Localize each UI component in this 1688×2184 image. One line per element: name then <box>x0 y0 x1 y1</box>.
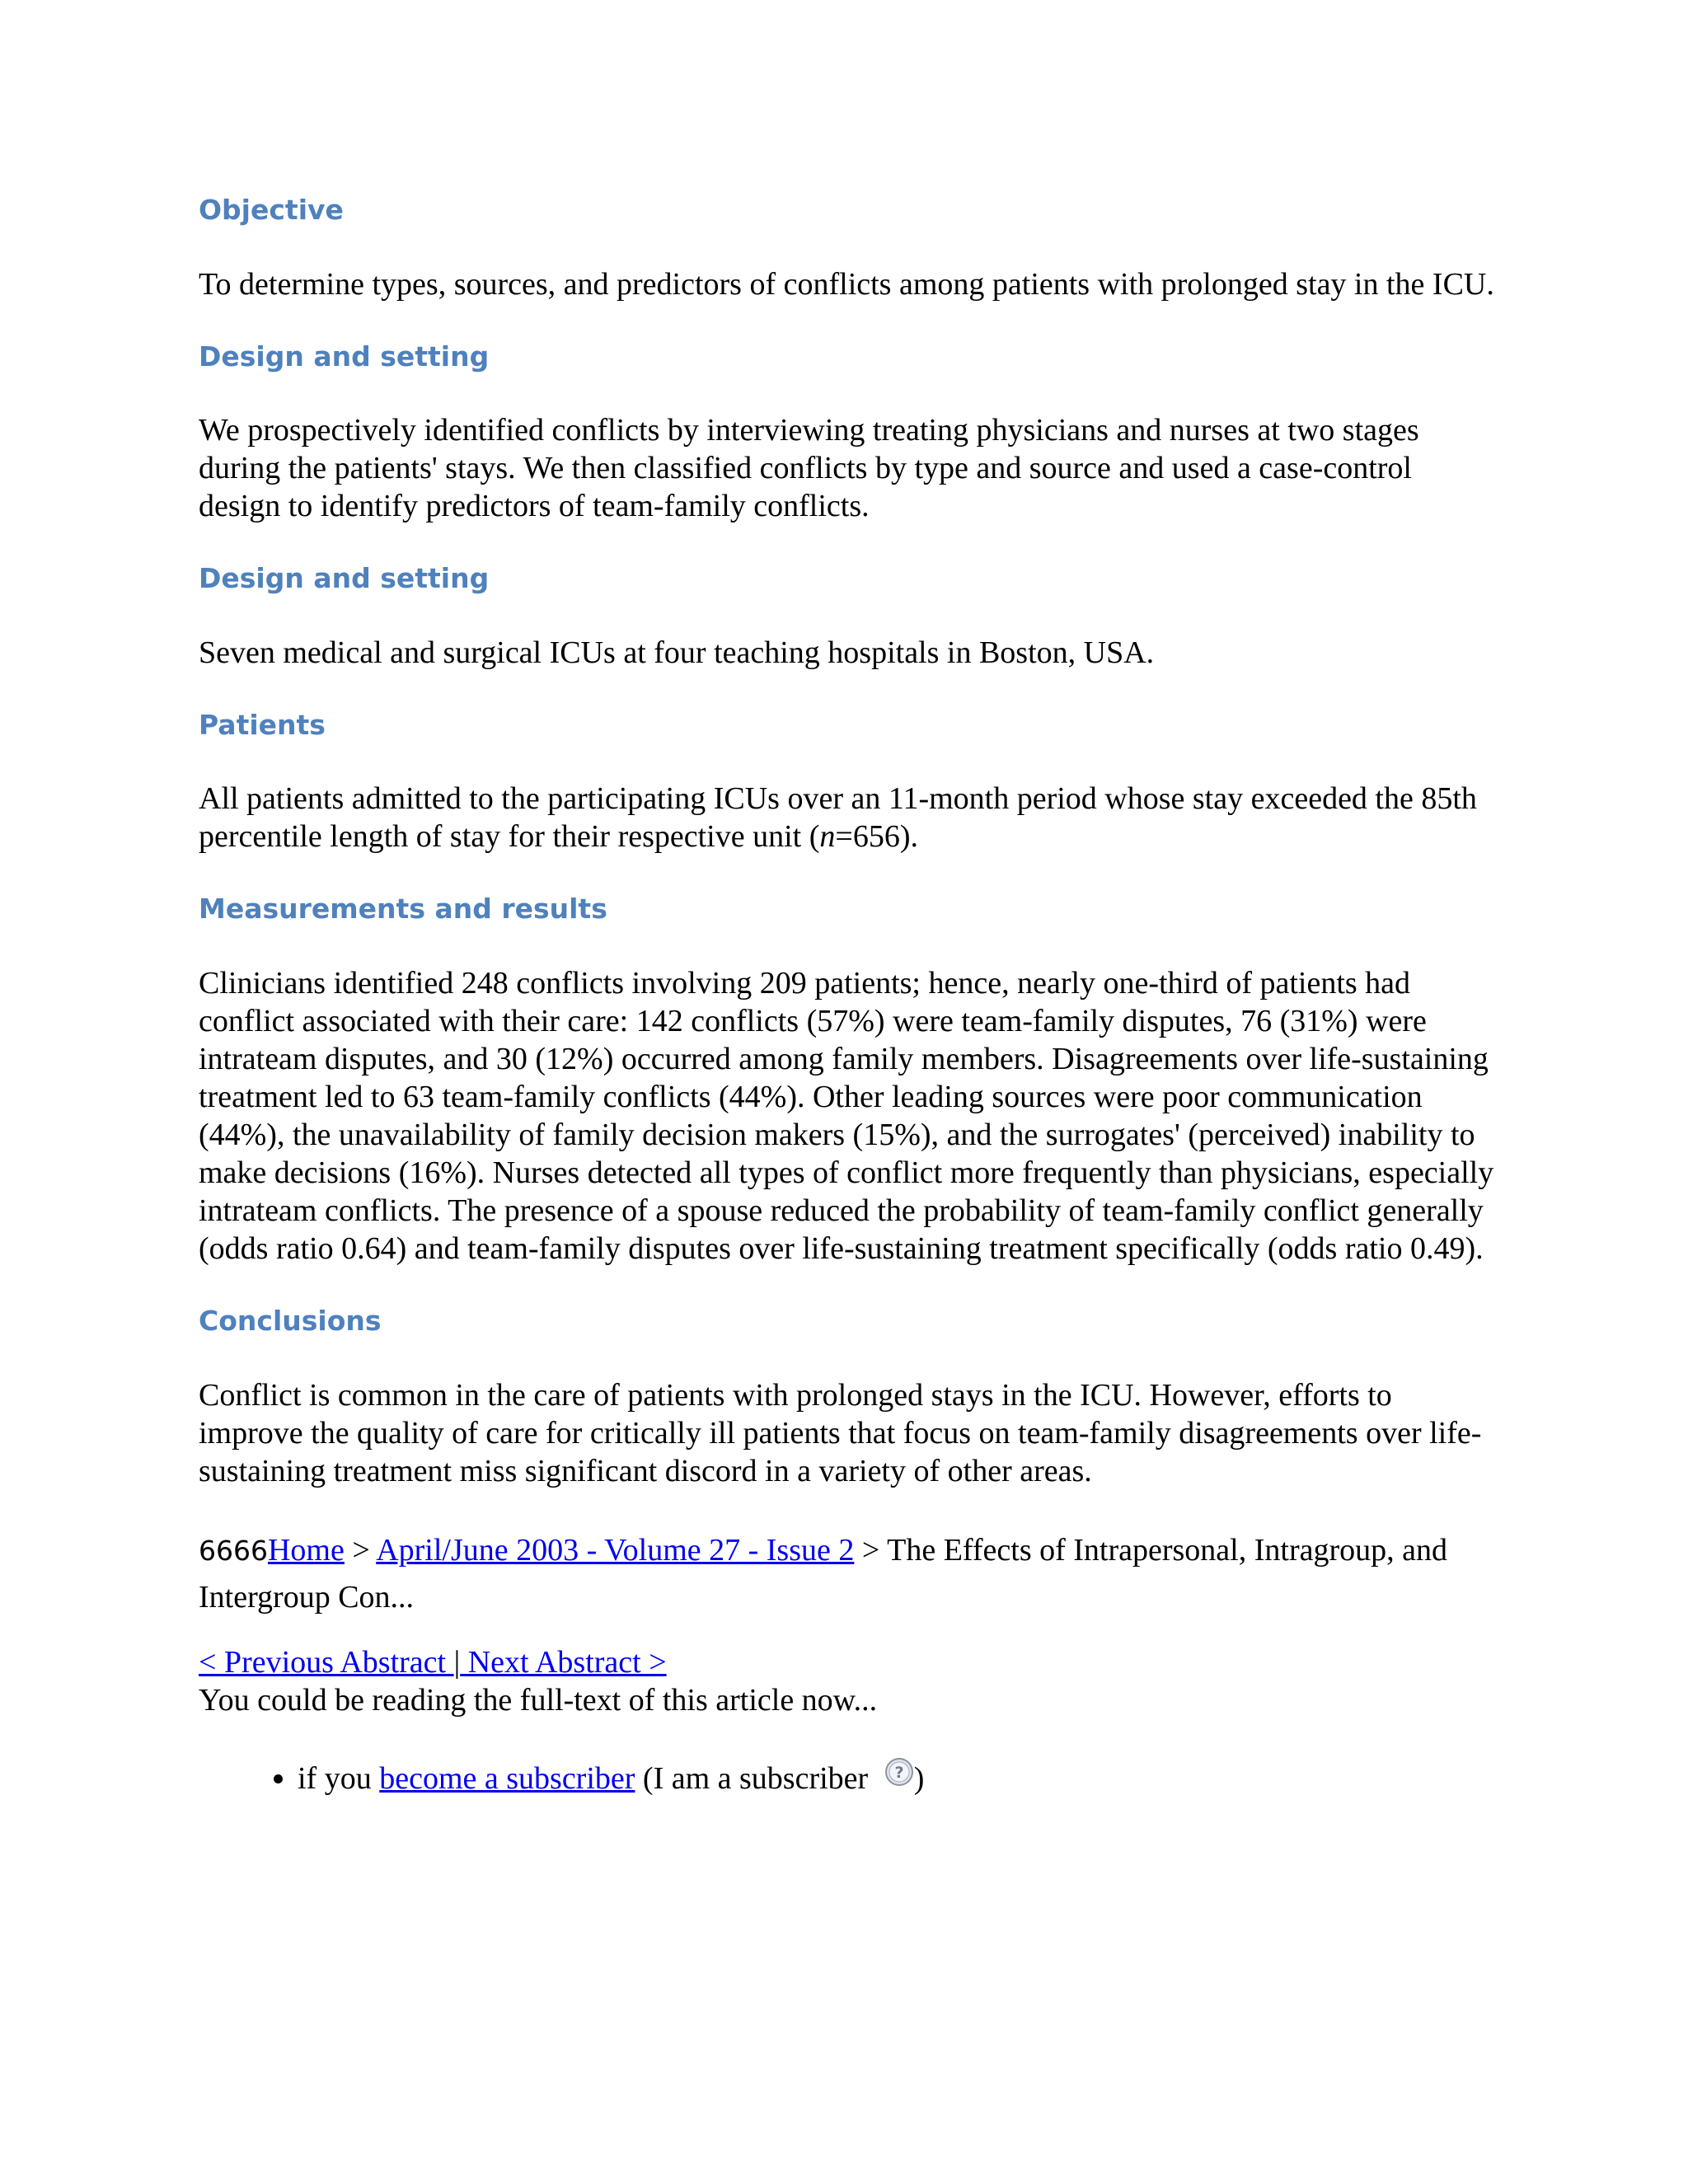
section-patients <box>199 709 1501 856</box>
section-text: To determine types, sources, and predictors of conflicts among patients with prolonged stay in the ICU. <box>199 266 1494 302</box>
section-text: Seven medical and surgical ICUs at four teaching hospitals in Boston, USA. <box>199 635 1155 670</box>
section-heading: Conclusions <box>199 1304 382 1337</box>
become-subscriber-link[interactable]: become a subscriber <box>379 1760 635 1796</box>
section-conclusions <box>199 1305 1501 1490</box>
section-text <box>199 780 1501 855</box>
question-help-icon[interactable] <box>884 1757 914 1796</box>
list-item <box>298 1757 1501 1797</box>
nav-divider: | <box>453 1644 461 1680</box>
abstract-navigation <box>199 1643 1501 1681</box>
section-heading: Design and setting <box>199 562 490 595</box>
breadcrumb-current: The Effects of Intrapersonal, Intragroup, and Intergroup Con... <box>199 1532 1447 1615</box>
reading-note: You could be reading the full-text of this article now... <box>199 1682 878 1718</box>
subscription-list <box>199 1757 1501 1797</box>
subscribe-prefix: if you <box>298 1760 380 1796</box>
section-text: Conflict is common in the care of patients with prolonged stays in the ICU. However, efforts to improve the quality of care for critically ill patients that focus on team-family disagreements over life-sustaining treatment miss significant discord in a variety of other areas. <box>199 1377 1482 1488</box>
section-heading: Objective <box>199 194 344 226</box>
breadcrumb-separator: > <box>854 1532 888 1568</box>
breadcrumb-home-link[interactable]: Home <box>267 1532 345 1568</box>
section-text: Clinicians identified 248 conflicts involving 209 patients; hence, nearly one-third of patients had conflict associated with their care: 142 conflicts (57%) were team-family disputes, 76 (31%) were intrateam disputes, and 30 (12%) occurred among family members. Disagreements over life-sustaining treatment led to 63 team-family conflicts (44%). Other leading sources were poor communication (44%), the unavailability of family decision makers (15%), and the surrogates' (perceived) inability to make decisions (16%). Nurses detected all types of conflict more frequently than physicians, especially intrateam conflicts. The presence of a spouse reduced the probability of team-family conflict generally (odds ratio 0.64) and team-family disputes over life-sustaining treatment specifically (odds ratio 0.49). <box>199 965 1494 1266</box>
sample-size-variable: n <box>819 819 836 855</box>
section-heading: Design and setting <box>199 340 490 373</box>
section-measurements-and-results <box>199 893 1501 1268</box>
document-body <box>199 194 1501 1797</box>
breadcrumb-prefix: 6666 <box>199 1534 268 1567</box>
breadcrumb <box>199 1527 1501 1620</box>
next-abstract-link[interactable]: Next Abstract > <box>460 1644 667 1680</box>
section-heading: Patients <box>199 708 326 741</box>
breadcrumb-issue-link[interactable]: April/June 2003 - Volume 27 - Issue 2 <box>376 1532 855 1568</box>
section-objective <box>199 194 1501 303</box>
section-design-and-setting <box>199 340 1501 526</box>
subscribe-suffix: (I am a subscriber <box>635 1760 876 1796</box>
section-text: We prospectively identified conflicts by interviewing treating physicians and nurses at two stages during the patients' stays. We then classified conflicts by type and source and used a case-control design to identify predictors of team-family conflicts. <box>199 413 1419 524</box>
text-before: All patients admitted to the participating ICUs over an 11-month period whose stay exceeded the 85th percentile length of stay for their respective unit ( <box>199 781 1477 855</box>
previous-abstract-link[interactable]: < Previous Abstract <box>199 1644 454 1680</box>
text-after: =656). <box>835 819 918 855</box>
subscribe-close: ) <box>913 1760 925 1796</box>
svg-text:?: ? <box>894 1763 904 1782</box>
section-heading: Measurements and results <box>199 893 607 926</box>
section-design-and-setting-2 <box>199 562 1501 672</box>
breadcrumb-separator: > <box>344 1532 377 1568</box>
